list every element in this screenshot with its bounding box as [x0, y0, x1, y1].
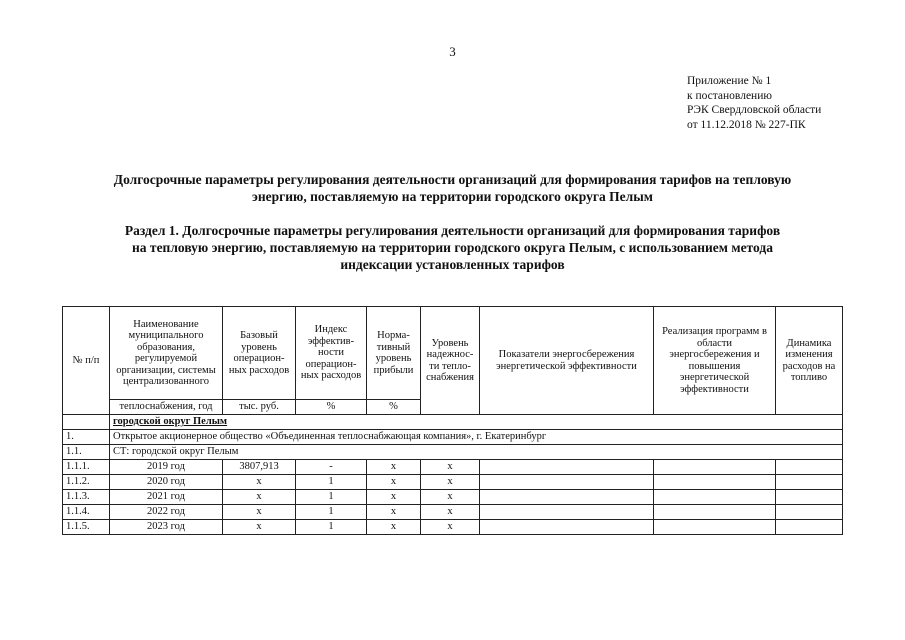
row-energy-indicators — [480, 475, 654, 490]
row-year: 2022 год — [110, 505, 223, 520]
row-num: 1.1.4. — [63, 505, 110, 520]
row-efficiency-index: 1 — [296, 520, 367, 535]
row-programs — [654, 490, 776, 505]
system-num: 1.1. — [63, 445, 110, 460]
row-energy-indicators — [480, 520, 654, 535]
table-cell — [63, 415, 110, 430]
header-energy-indicators: Показатели энергосбережения энергетической эффективности — [480, 307, 654, 415]
row-num: 1.1.5. — [63, 520, 110, 535]
row-num: 1.1.3. — [63, 490, 110, 505]
row-base-level: 3807,913 — [223, 460, 296, 475]
section-title-line-3: индексации установленных тарифов — [340, 257, 565, 272]
section-title — [60, 222, 845, 273]
row-num: 1.1.2. — [63, 475, 110, 490]
table-row — [63, 490, 843, 505]
header-name-last: теплоснабжения, год — [110, 400, 223, 415]
header-programs: Реализация программ в области энергосбережения и повышения энергетической эффективности — [654, 307, 776, 415]
table-row — [63, 475, 843, 490]
row-base-level: х — [223, 490, 296, 505]
row-fuel-dynamics — [776, 520, 843, 535]
header-num: № п/п — [63, 307, 110, 415]
municipality-row — [63, 415, 843, 430]
row-fuel-dynamics — [776, 460, 843, 475]
row-num: 1.1.1. — [63, 460, 110, 475]
organization-row — [63, 430, 843, 445]
municipality-name: городской округ Пелым — [110, 415, 843, 430]
row-fuel-dynamics — [776, 505, 843, 520]
row-efficiency-index: 1 — [296, 475, 367, 490]
row-programs — [654, 475, 776, 490]
row-reliability: х — [421, 460, 480, 475]
table-row — [63, 520, 843, 535]
unit-base-level: тыс. руб. — [223, 400, 296, 415]
unit-profit-level: % — [367, 400, 421, 415]
unit-efficiency-index: % — [296, 400, 367, 415]
row-energy-indicators — [480, 460, 654, 475]
row-efficiency-index: 1 — [296, 490, 367, 505]
row-year: 2019 год — [110, 460, 223, 475]
section-title-line-1: Раздел 1. Долгосрочные параметры регулирования деятельности организаций для формирования тарифов — [124, 223, 781, 238]
row-year: 2021 год — [110, 490, 223, 505]
header-profit-level: Норма-тивный уровень прибыли — [367, 307, 421, 400]
row-reliability: х — [421, 520, 480, 535]
page-number: 3 — [449, 44, 456, 59]
row-year: 2020 год — [110, 475, 223, 490]
parameters-table — [62, 306, 843, 535]
row-programs — [654, 520, 776, 535]
appendix-line-3: РЭК Свердловской области — [687, 104, 822, 116]
main-title — [60, 171, 845, 205]
section-title-line-2: на тепловую энергию, поставляемую на территории городского округа Пелым, с использованием метода — [132, 240, 773, 255]
row-base-level: х — [223, 505, 296, 520]
row-profit-level: х — [367, 490, 421, 505]
table-row — [63, 460, 843, 475]
row-fuel-dynamics — [776, 490, 843, 505]
organization-name: Открытое акционерное общество «Объединенная теплоснабжающая компания», г. Екатеринбург — [110, 430, 843, 445]
row-reliability: х — [421, 475, 480, 490]
header-reliability: Уровень надежнос-ти тепло-снабжения — [421, 307, 480, 415]
header-name: Наименование муниципального образования, регулируемой организации, системы централизованного — [110, 307, 223, 400]
row-profit-level: х — [367, 505, 421, 520]
row-year: 2023 год — [110, 520, 223, 535]
row-profit-level: х — [367, 460, 421, 475]
table-header-row — [63, 307, 843, 400]
row-energy-indicators — [480, 505, 654, 520]
row-programs — [654, 505, 776, 520]
row-base-level: х — [223, 475, 296, 490]
system-row — [63, 445, 843, 460]
header-efficiency-index: Индекс эффектив-ности операцион-ных расходов — [296, 307, 367, 400]
main-title-line-1: Долгосрочные параметры регулирования деятельности организаций для формирования тарифов на тепловую — [113, 172, 792, 187]
row-reliability: х — [421, 505, 480, 520]
appendix-line-1: Приложение № 1 — [687, 75, 772, 87]
appendix-line-2: к постановлению — [687, 89, 772, 102]
appendix-block — [687, 74, 821, 132]
row-efficiency-index: 1 — [296, 505, 367, 520]
row-energy-indicators — [480, 490, 654, 505]
row-profit-level: х — [367, 520, 421, 535]
appendix-line-4: от 11.12.2018 № 227-ПК — [687, 118, 806, 131]
row-fuel-dynamics — [776, 475, 843, 490]
row-base-level: х — [223, 520, 296, 535]
table-row — [63, 505, 843, 520]
header-base-level: Базовый уровень операцион-ных расходов — [223, 307, 296, 400]
header-fuel-dynamics: Динамика изменения расходов на топливо — [776, 307, 843, 415]
row-efficiency-index: - — [296, 460, 367, 475]
main-title-line-2: энергию, поставляемую на территории городского округа Пелым — [252, 189, 653, 204]
row-programs — [654, 460, 776, 475]
row-profit-level: х — [367, 475, 421, 490]
organization-num: 1. — [63, 430, 110, 445]
row-reliability: х — [421, 490, 480, 505]
system-name: СТ: городской округ Пелым — [110, 445, 843, 460]
